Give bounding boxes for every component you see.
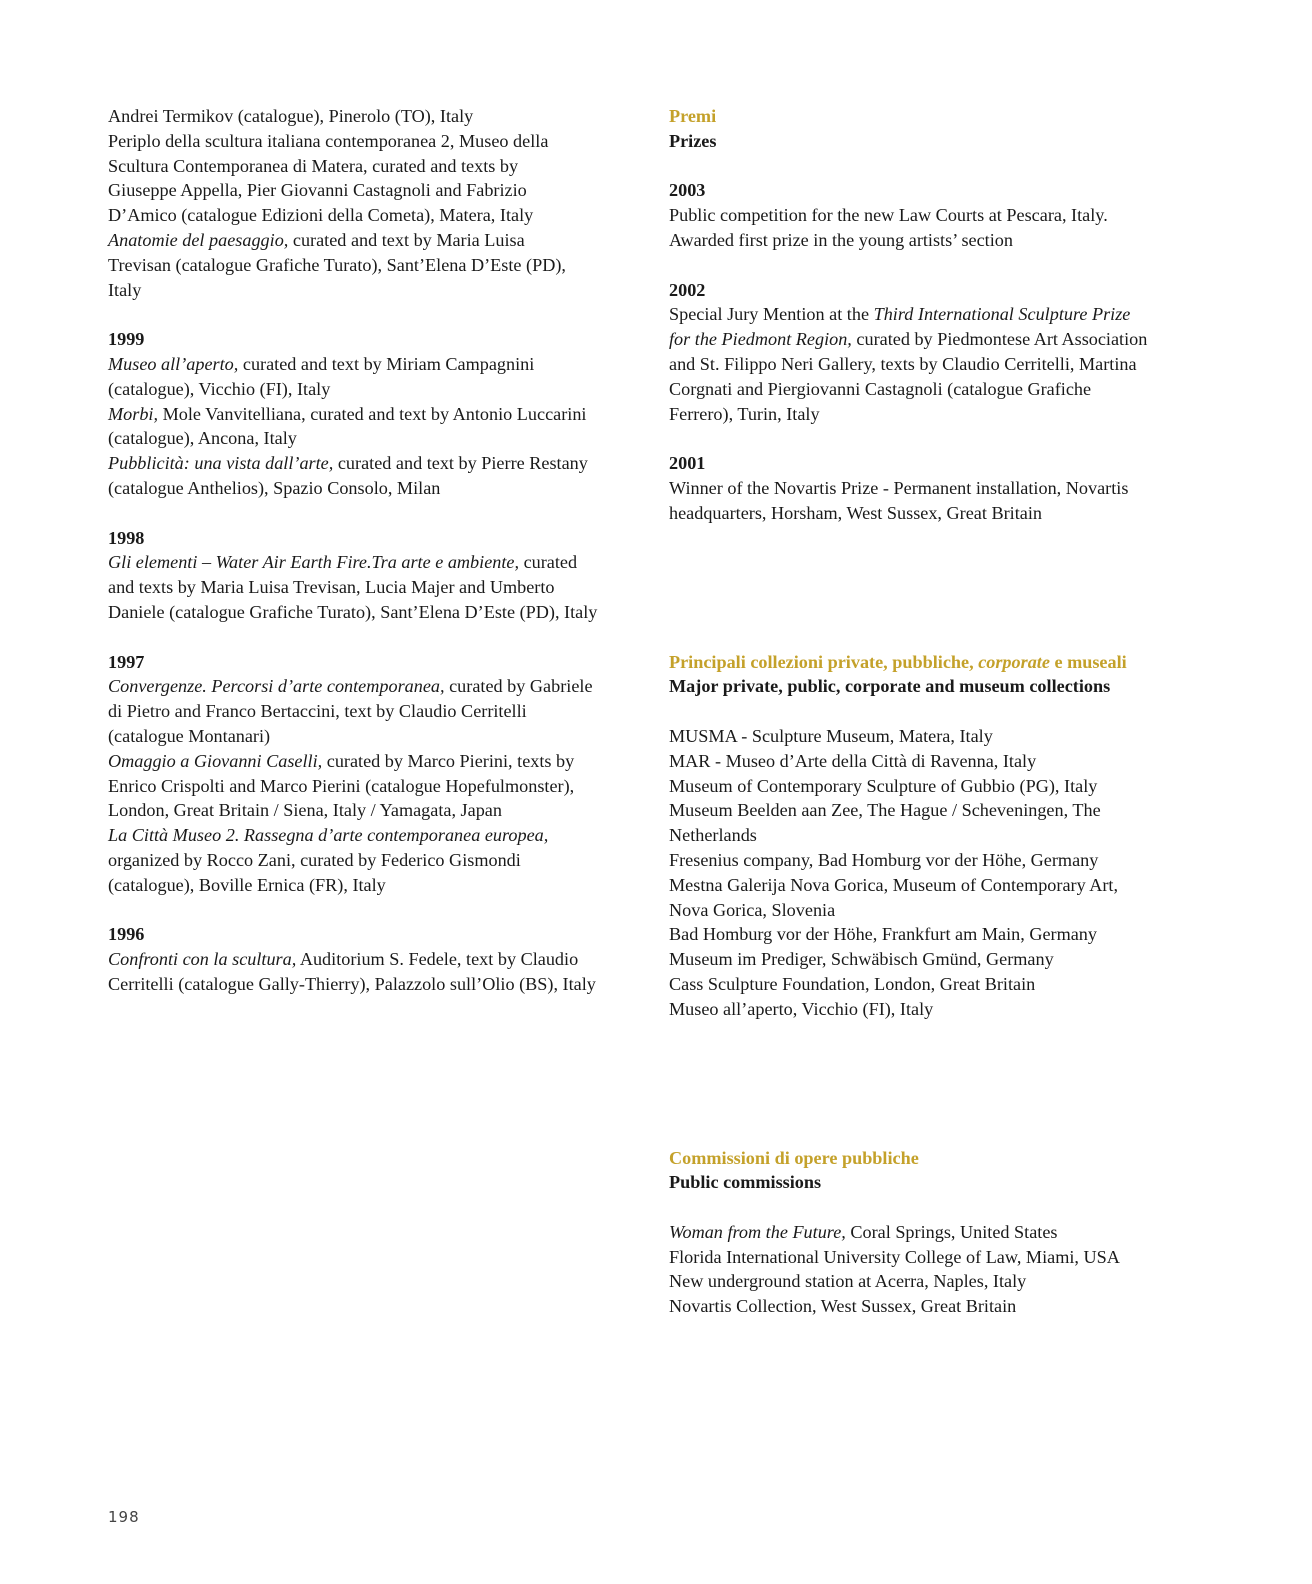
text-line: Giuseppe Appella, Pier Giovanni Castagnoli and Fabrizio (108, 180, 527, 201)
text-line: Public competition for the new Law Courts at Pescara, Italy. (669, 205, 1108, 226)
text-line: Special Jury Mention at the Third International Sculpture Prize (669, 304, 1131, 325)
text-line: and texts by Maria Luisa Trevisan, Lucia Majer and Umberto (108, 577, 555, 598)
text-line: Gli elementi – Water Air Earth Fire.Tra arte e ambiente, curated (108, 552, 578, 573)
prizes-section (669, 104, 1179, 526)
text-line: Ferrero), Turin, Italy (669, 403, 820, 424)
list-item: Mestna Galerija Nova Gorica, Museum of Contemporary Art, (669, 874, 1119, 895)
list-item: Fresenius company, Bad Homburg vor der Höhe, Germany (669, 849, 1099, 870)
section-title-english: Public commissions (669, 1172, 822, 1193)
commission-list (669, 1220, 1179, 1319)
list-item: Bad Homburg vor der Höhe, Frankfurt am Main, Germany (669, 924, 1097, 945)
exhibition-list (108, 352, 616, 501)
year-heading: 2002 (669, 279, 706, 300)
text-line: Trevisan (catalogue Grafiche Turato), Sant’Elena D’Este (PD), (108, 254, 566, 275)
text-line: (catalogue Montanari) (108, 725, 271, 746)
year-heading: 2003 (669, 180, 706, 201)
text-line: headquarters, Horsham, West Sussex, Great Britain (669, 502, 1042, 523)
prize-list (669, 203, 1179, 253)
text-line: D’Amico (catalogue Edizioni della Cometa), Matera, Italy (108, 205, 534, 226)
exhibition-list (108, 104, 616, 302)
list-item: Cass Sculpture Foundation, London, Great Britain (669, 973, 1036, 994)
text-line: (catalogue Anthelios), Spazio Consolo, Milan (108, 477, 441, 498)
text-line: and St. Filippo Neri Gallery, texts by Claudio Cerritelli, Martina (669, 353, 1137, 374)
year-heading: 1999 (108, 329, 145, 350)
section-title-italian: Principali collezioni private, pubbliche, corporate e museali (669, 651, 1127, 672)
year-heading: 1998 (108, 527, 145, 548)
prize-list (669, 476, 1179, 526)
list-item: Nova Gorica, Slovenia (669, 899, 836, 920)
right-column (669, 104, 1179, 1319)
text-line: Woman from the Future, Coral Springs, United States (669, 1221, 1058, 1242)
text-line: (catalogue), Ancona, Italy (108, 428, 297, 449)
list-item: Museum Beelden aan Zee, The Hague / Scheveningen, The (669, 800, 1101, 821)
text-line: Confronti con la scultura, Auditorium S. Fedele, text by Claudio (108, 949, 579, 970)
exhibition-list (108, 947, 616, 997)
text-line: organized by Rocco Zani, curated by Federico Gismondi (108, 849, 521, 870)
list-item: Netherlands (669, 825, 757, 846)
text-line: Morbi, Mole Vanvitelliana, curated and text by Antonio Luccarini (108, 403, 587, 424)
text-line: for the Piedmont Region, curated by Piedmontese Art Association (669, 329, 1148, 350)
text-line: New underground station at Acerra, Naples, Italy (669, 1271, 1027, 1292)
list-item: MAR - Museo d’Arte della Città di Ravenna, Italy (669, 750, 1037, 771)
text-line: La Città Museo 2. Rassegna d’arte contemporanea europea, (108, 825, 549, 846)
exhibition-list (108, 674, 616, 897)
section-title-italian: Premi (669, 106, 717, 126)
prize-list (669, 302, 1179, 426)
text-line: London, Great Britain / Siena, Italy / Yamagata, Japan (108, 800, 502, 821)
text-line: (catalogue), Vicchio (FI), Italy (108, 378, 331, 399)
exhibition-list (108, 550, 616, 624)
section-title-english: Major private, public, corporate and museum collections (669, 676, 1111, 697)
year-heading: 2001 (669, 453, 706, 474)
collection-list (669, 724, 1179, 1022)
commissions-section (669, 1146, 1179, 1320)
collections-section (669, 650, 1179, 1022)
text-line: Omaggio a Giovanni Caselli, curated by Marco Pierini, texts by (108, 750, 575, 771)
text-line: di Pietro and Franco Bertaccini, text by Claudio Cerritelli (108, 701, 527, 722)
text-line: Pubblicità: una vista dall’arte, curated and text by Pierre Restany (108, 453, 588, 474)
text-line: Novartis Collection, West Sussex, Great Britain (669, 1296, 1017, 1317)
section-title-italian: Commissioni di opere pubbliche (669, 1147, 919, 1168)
year-heading: 1997 (108, 651, 145, 672)
left-column (108, 104, 616, 997)
list-item: MUSMA - Sculpture Museum, Matera, Italy (669, 725, 993, 746)
text-line: Andrei Termikov (catalogue), Pinerolo (TO), Italy (108, 106, 474, 126)
text-line: Awarded first prize in the young artists’ section (669, 229, 1013, 250)
year-heading: 1996 (108, 924, 145, 945)
text-line: Anatomie del paesaggio, curated and text by Maria Luisa (108, 229, 525, 250)
text-line: Daniele (catalogue Grafiche Turato), Sant’Elena D’Este (PD), Italy (108, 601, 598, 622)
text-line: Scultura Contemporanea di Matera, curated and texts by (108, 155, 519, 176)
text-line: Florida International University College of Law, Miami, USA (669, 1246, 1120, 1267)
text-line: Periplo della scultura italiana contemporanea 2, Museo della (108, 130, 549, 151)
text-line: Corgnati and Piergiovanni Castagnoli (catalogue Grafiche (669, 378, 1092, 399)
page-number: 198 (108, 1508, 140, 1526)
text-line: Enrico Crispolti and Marco Pierini (catalogue Hopefulmonster), (108, 775, 575, 796)
list-item: Museum of Contemporary Sculpture of Gubbio (PG), Italy (669, 775, 1098, 796)
text-line: Italy (108, 279, 142, 300)
text-line: Convergenze. Percorsi d’arte contemporanea, curated by Gabriele (108, 676, 593, 697)
text-line: (catalogue), Boville Ernica (FR), Italy (108, 874, 386, 895)
list-item: Museum im Prediger, Schwäbisch Gmünd, Germany (669, 949, 1054, 970)
text-line: Museo all’aperto, curated and text by Miriam Campagnini (108, 353, 535, 374)
section-title-english: Prizes (669, 130, 717, 151)
text-line: Cerritelli (catalogue Gally-Thierry), Palazzolo sull’Olio (BS), Italy (108, 973, 596, 994)
text-line: Winner of the Novartis Prize - Permanent installation, Novartis (669, 477, 1129, 498)
list-item: Museo all’aperto, Vicchio (FI), Italy (669, 998, 934, 1019)
